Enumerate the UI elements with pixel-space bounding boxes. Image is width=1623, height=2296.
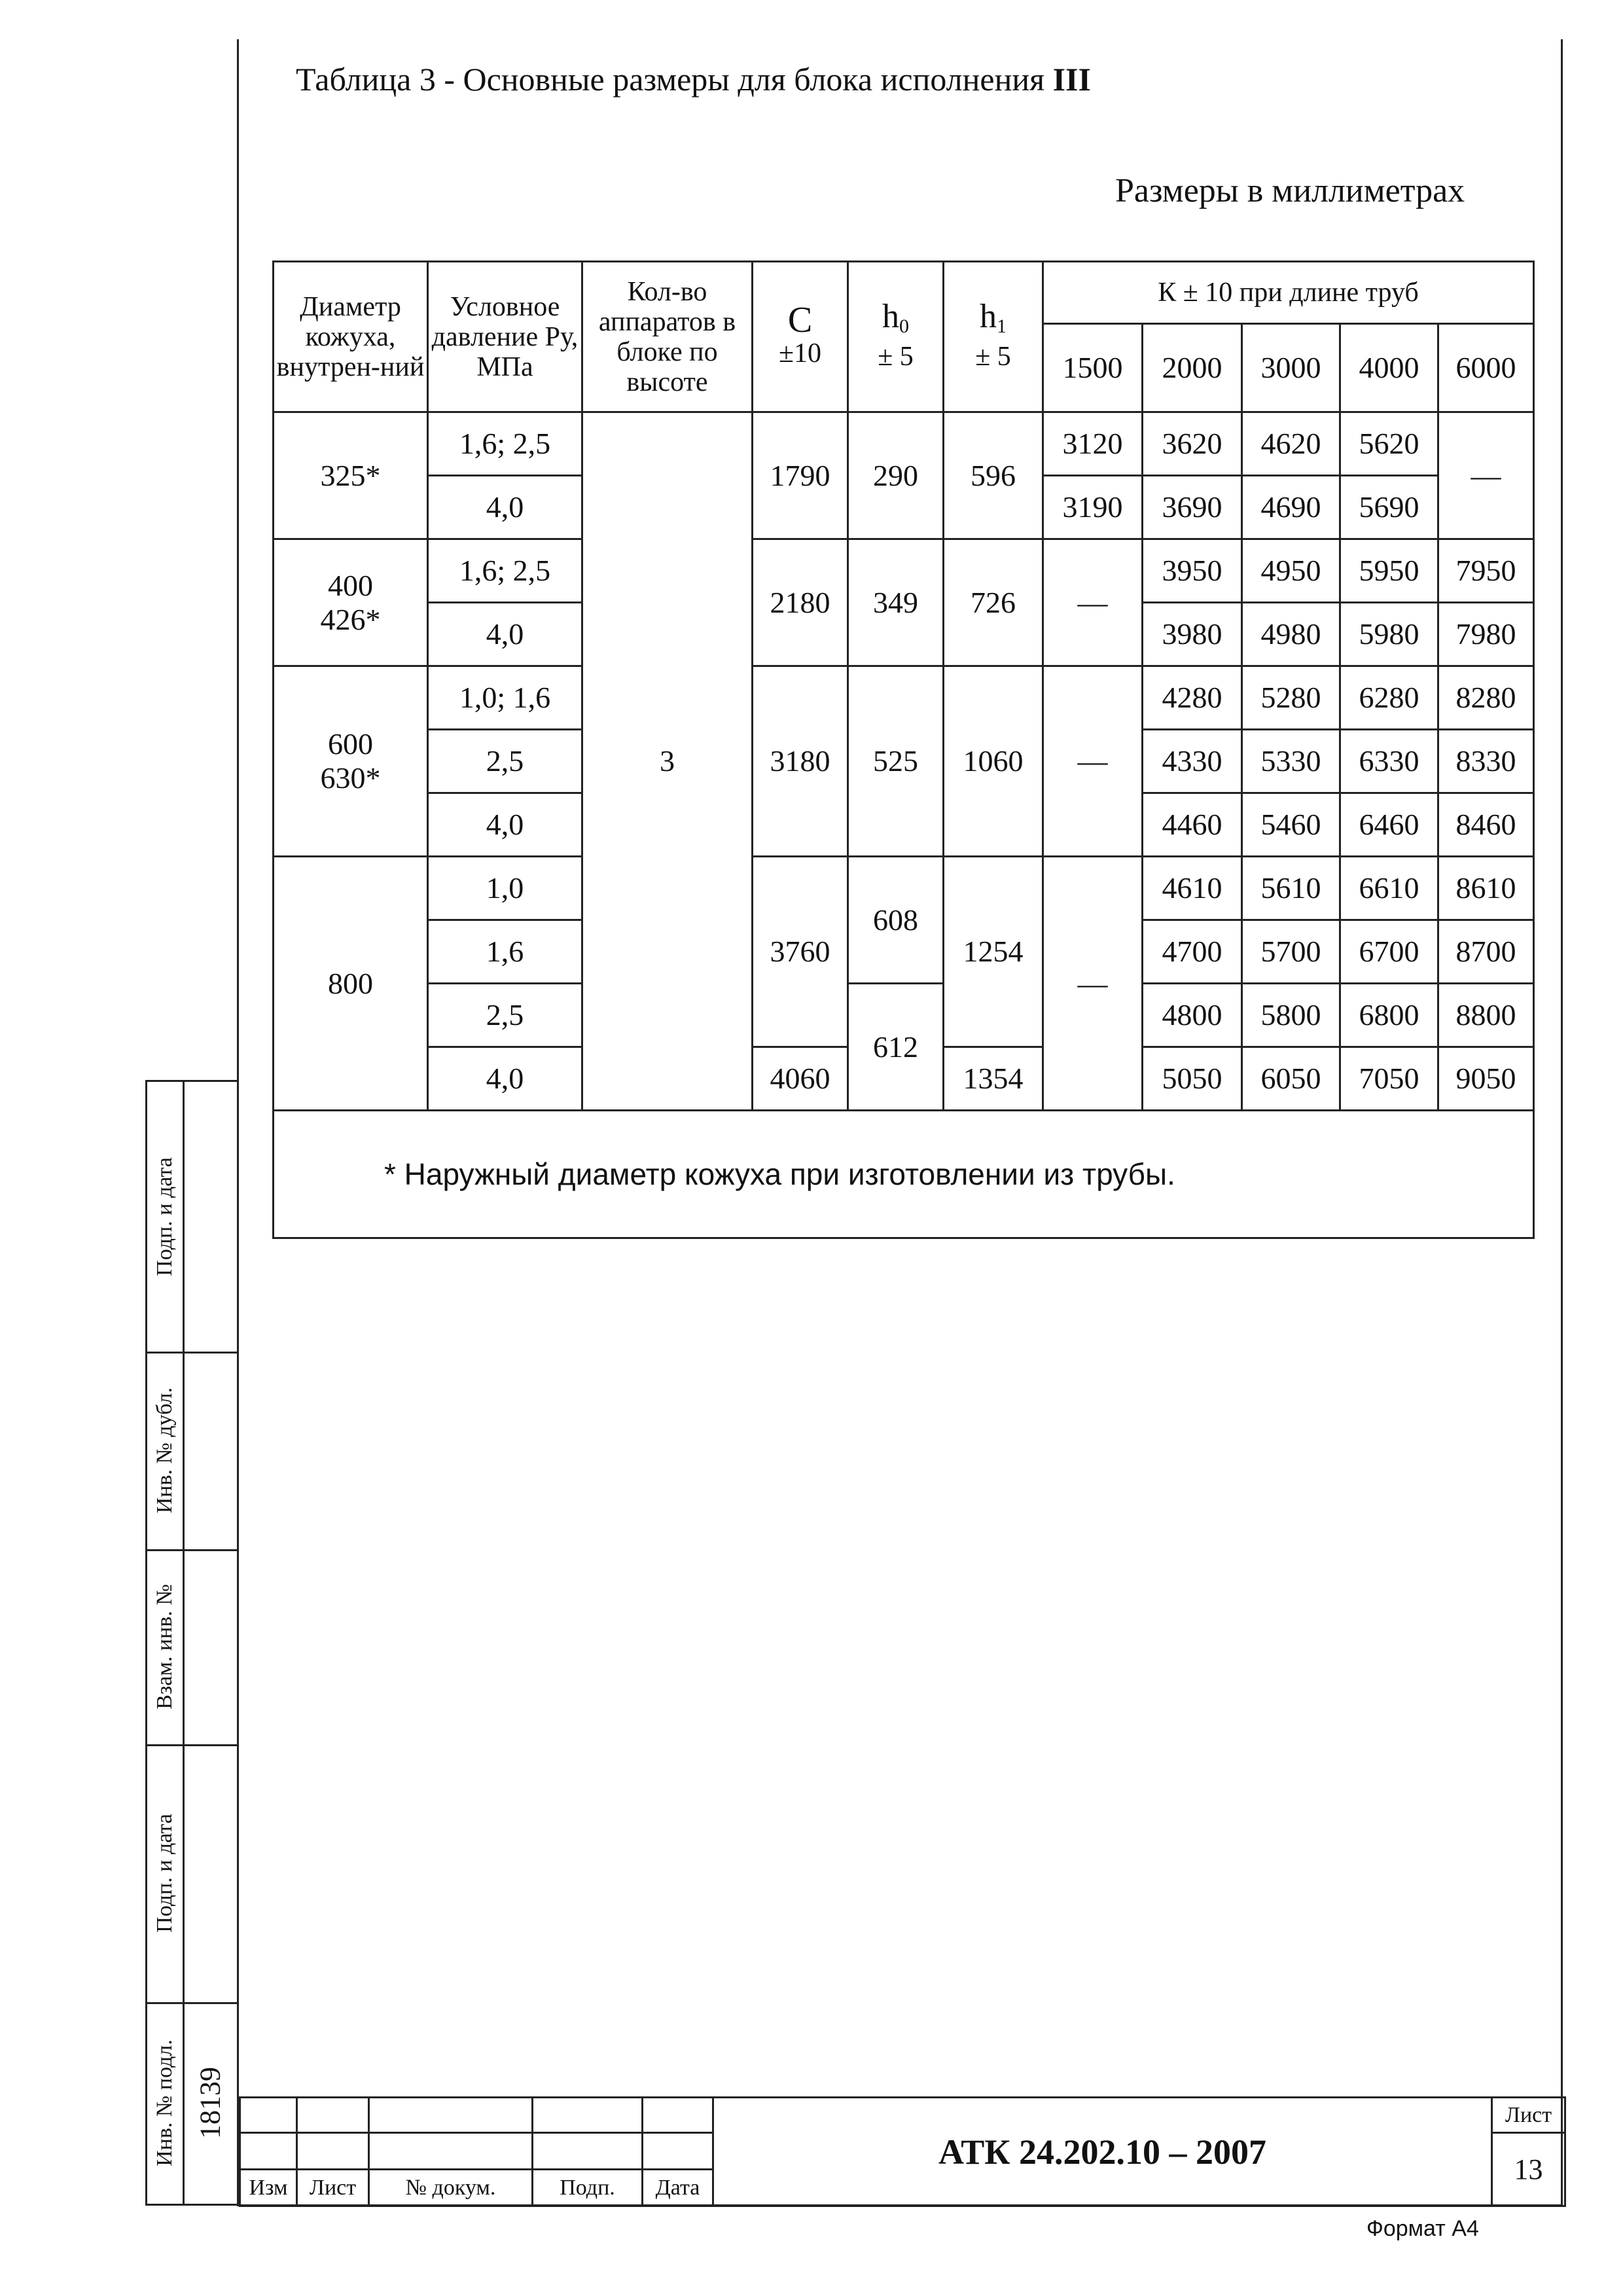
k-cell: 7050 [1340,1047,1438,1111]
k-cell: 7980 [1438,603,1534,666]
k-cell: 4700 [1143,920,1242,984]
tb-cell [240,2133,297,2170]
k-cell: 5050 [1143,1047,1242,1111]
tb-izm: Изм [240,2170,297,2206]
stamp-inv-number: 18139 [194,2067,226,2139]
pressure-cell: 4,0 [428,1047,582,1111]
tb-date: Дата [643,2170,713,2206]
dash-cell: — [1438,412,1534,539]
pressure-cell: 4,0 [428,603,582,666]
h0-cell: 612 [848,984,944,1111]
k-cell: 4610 [1143,857,1242,920]
diameter-cell: 800 [274,857,428,1111]
pressure-cell: 4,0 [428,476,582,539]
k-cell: 3980 [1143,603,1242,666]
dash-cell: — [1043,539,1143,666]
k-cell: 4460 [1143,793,1242,857]
header-count: Кол-во аппаратов в блоке по высоте [582,262,753,412]
stamp-divider [147,1352,238,1354]
tb-doc: № докум. [369,2170,533,2206]
h1-cell: 1060 [944,666,1043,857]
k-cell: 8460 [1438,793,1534,857]
k-cell: 6050 [1242,1047,1340,1111]
count-cell: 3 [582,412,753,1111]
k-cell: 6610 [1340,857,1438,920]
k-cell: 4800 [1143,984,1242,1047]
k-cell: 5980 [1340,603,1438,666]
stamp-column-divider [183,1082,185,2204]
k-cell: 9050 [1438,1047,1534,1111]
k-cell: 5700 [1242,920,1340,984]
k-cell: 8610 [1438,857,1534,920]
h0-cell: 290 [848,412,944,539]
document-code: АТК 24.202.10 – 2007 [713,2098,1492,2206]
tb-cell [369,2098,533,2133]
tb-cell [533,2133,643,2170]
tb-sign: Подп. [533,2170,643,2206]
pressure-cell: 1,6; 2,5 [428,412,582,476]
k-cell: 3950 [1143,539,1242,603]
h0-cell: 608 [848,857,944,984]
header-diameter: Диаметр кожуха, внутрен-ний [274,262,428,412]
pressure-cell: 2,5 [428,984,582,1047]
table-footnote: * Наружный диаметр кожуха при изготовлении из трубы. [274,1111,1534,1238]
tb-cell [297,2098,369,2133]
header-length-3000: 3000 [1242,324,1340,412]
c-cell: 3760 [753,857,848,1047]
stamp-label-replace-inv: Взам. инв. № [152,1584,177,1710]
tb-cell [533,2098,643,2133]
c-cell: 4060 [753,1047,848,1111]
dimensions-table [272,260,1535,1239]
h0-cell: 349 [848,539,944,666]
side-stamp [145,1080,238,2206]
pressure-cell: 1,6; 2,5 [428,539,582,603]
k-cell: 3620 [1143,412,1242,476]
sheet-label: Лист [1492,2098,1565,2133]
stamp-divider [147,1549,238,1551]
k-cell: 6330 [1340,730,1438,793]
stamp-divider [147,1744,238,1746]
h1-cell: 1354 [944,1047,1043,1111]
h1-cell: 1254 [944,857,1043,1047]
k-cell: 8800 [1438,984,1534,1047]
sheet-number: 13 [1492,2133,1565,2206]
diameter-cell: 600 630* [274,666,428,857]
tb-cell [240,2098,297,2133]
k-cell: 4690 [1242,476,1340,539]
k-cell: 5620 [1340,412,1438,476]
k-cell: 5610 [1242,857,1340,920]
tb-cell [643,2098,713,2133]
pressure-cell: 2,5 [428,730,582,793]
pressure-cell: 1,0; 1,6 [428,666,582,730]
h1-cell: 726 [944,539,1043,666]
header-length-4000: 4000 [1340,324,1438,412]
stamp-label-dup-inv: Инв. № дубл. [152,1387,177,1514]
pressure-cell: 1,6 [428,920,582,984]
k-cell: 5330 [1242,730,1340,793]
header-length-6000: 6000 [1438,324,1534,412]
tb-cell [297,2133,369,2170]
frame-right-border [1561,39,1563,2206]
stamp-label-orig-inv: Инв. № подл. [152,2039,177,2166]
k-cell: 5950 [1340,539,1438,603]
diameter-cell: 325* [274,412,428,539]
dash-cell: — [1043,666,1143,857]
tb-cell [369,2133,533,2170]
k-cell: 7950 [1438,539,1534,603]
c-cell: 3180 [753,666,848,857]
header-h1: $h_1$ ± 5 [944,262,1043,412]
tb-cell [643,2133,713,2170]
k-cell: 6280 [1340,666,1438,730]
k-cell: 4280 [1143,666,1242,730]
k-cell: 6800 [1340,984,1438,1047]
k-cell: 4620 [1242,412,1340,476]
dash-cell: — [1043,857,1143,1111]
h0-cell: 525 [848,666,944,857]
k-cell: 5280 [1242,666,1340,730]
c-cell: 1790 [753,412,848,539]
page-format: Формат А4 [1366,2216,1479,2241]
stamp-label-sign-date-2: Подп. и дата [152,1814,177,1933]
k-cell: 4950 [1242,539,1340,603]
header-c: С ±10 [753,262,848,412]
k-cell: 6460 [1340,793,1438,857]
k-cell: 8700 [1438,920,1534,984]
header-k: К ± 10 при длине труб [1043,262,1534,324]
k-cell: 4330 [1143,730,1242,793]
header-length-2000: 2000 [1143,324,1242,412]
stamp-divider [147,2002,238,2004]
k-cell: 6700 [1340,920,1438,984]
k-cell: 8280 [1438,666,1534,730]
stamp-label-sign-date: Подп. и дата [152,1157,177,1276]
c-cell: 2180 [753,539,848,666]
k-cell: 3690 [1143,476,1242,539]
header-length-1500: 1500 [1043,324,1143,412]
table-caption: Таблица 3 - Основные размеры для блока исполнения III [296,61,1091,98]
k-cell: 4980 [1242,603,1340,666]
diameter-cell: 400 426* [274,539,428,666]
k-cell: 3120 [1043,412,1143,476]
k-cell: 3190 [1043,476,1143,539]
header-pressure: Условное давление Ру, МПа [428,262,582,412]
k-cell: 8330 [1438,730,1534,793]
title-block [239,2096,1566,2207]
h1-cell: 596 [944,412,1043,539]
pressure-cell: 1,0 [428,857,582,920]
header-h0: $h_0$ ± 5 [848,262,944,412]
units-note: Размеры в миллиметрах [1115,172,1465,209]
k-cell: 5690 [1340,476,1438,539]
pressure-cell: 4,0 [428,793,582,857]
tb-list: Лист [297,2170,369,2206]
k-cell: 5800 [1242,984,1340,1047]
k-cell: 5460 [1242,793,1340,857]
